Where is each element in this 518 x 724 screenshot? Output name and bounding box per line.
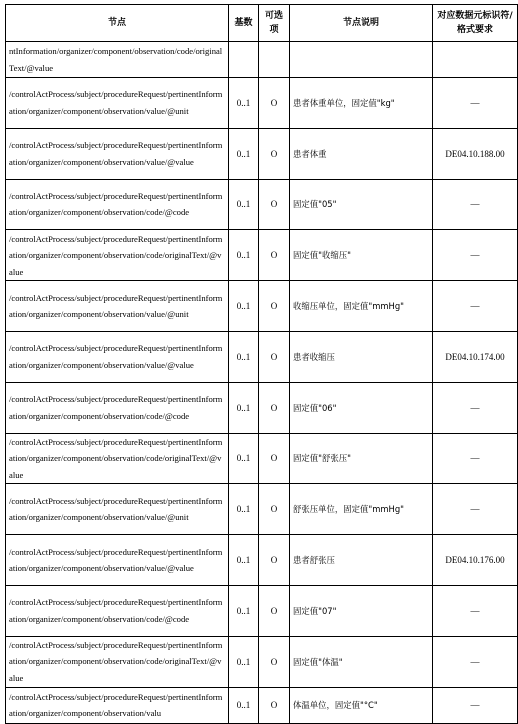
node-path: /controlActProcess/subject/procedureRequest/pertinentInformation/organizer/component/observation/value/@value [6,128,229,179]
description-cell: 患者舒张压 [290,535,433,586]
optional-cell: O [259,484,290,535]
element-cell [433,42,518,78]
element-cell: — [433,230,518,281]
cardinality-cell: 0..1 [229,230,259,281]
description-cell: 患者收缩压 [290,331,433,382]
node-path: /controlActProcess/subject/procedureRequest/pertinentInformation/organizer/component/observation/code/originalText/@value [6,230,229,281]
optional-cell: O [259,535,290,586]
node-path: /controlActProcess/subject/procedureRequest/pertinentInformation/organizer/component/observation/code/@code [6,585,229,636]
element-cell: — [433,179,518,230]
spec-table [5,4,518,724]
description-cell: 固定值"06" [290,382,433,433]
description-cell: 舒张压单位，固定值"mmHg" [290,484,433,535]
element-cell: — [433,484,518,535]
table-row [6,484,518,535]
description-cell: 患者体重单位，固定值"kg" [290,78,433,129]
description-cell: 固定值"收缩压" [290,230,433,281]
node-path: /controlActProcess/subject/procedureRequest/pertinentInformation/organizer/component/observation/code/@code [6,179,229,230]
node-path: /controlActProcess/subject/procedureRequest/pertinentInformation/organizer/component/observation/code/originalText/@value [6,433,229,484]
node-path: ntInformation/organizer/component/observation/code/originalText/@value [6,42,229,78]
description-cell: 固定值"07" [290,585,433,636]
optional-cell: O [259,433,290,484]
table-row [6,281,518,332]
cardinality-cell: 0..1 [229,128,259,179]
cardinality-cell: 0..1 [229,433,259,484]
table-row [6,636,518,687]
table-row [6,128,518,179]
table-row [6,78,518,129]
element-cell: — [433,636,518,687]
cardinality-cell: 0..1 [229,382,259,433]
table-row [6,382,518,433]
node-path: /controlActProcess/subject/procedureRequest/pertinentInformation/organizer/component/observation/valu [6,687,229,723]
element-cell: — [433,433,518,484]
optional-cell: O [259,179,290,230]
element-cell: DE04.10.188.00 [433,128,518,179]
cardinality-cell: 0..1 [229,281,259,332]
header-cardinality: 基数 [229,5,259,42]
node-path: /controlActProcess/subject/procedureRequest/pertinentInformation/organizer/component/observation/value/@unit [6,484,229,535]
table-row [6,535,518,586]
optional-cell: O [259,128,290,179]
cardinality-cell: 0..1 [229,484,259,535]
optional-cell: O [259,230,290,281]
element-cell: — [433,382,518,433]
description-cell: 收缩压单位，固定值"mmHg" [290,281,433,332]
cardinality-cell: 0..1 [229,585,259,636]
optional-cell [259,42,290,78]
table-row [6,42,518,78]
header-node: 节点 [6,5,229,42]
description-cell [290,42,433,78]
description-cell: 固定值"体温" [290,636,433,687]
cardinality-cell: 0..1 [229,331,259,382]
optional-cell: O [259,585,290,636]
node-path: /controlActProcess/subject/procedureRequest/pertinentInformation/organizer/component/observation/value/@value [6,331,229,382]
table-row [6,331,518,382]
header-element: 对应数据元标识符/格式要求 [433,5,518,42]
optional-cell: O [259,281,290,332]
cardinality-cell: 0..1 [229,535,259,586]
node-path: /controlActProcess/subject/procedureRequest/pertinentInformation/organizer/component/observation/value/@value [6,535,229,586]
cardinality-cell: 0..1 [229,636,259,687]
table-row [6,230,518,281]
table-row [6,687,518,723]
optional-cell: O [259,331,290,382]
header-optional: 可选项 [259,5,290,42]
node-path: /controlActProcess/subject/procedureRequest/pertinentInformation/organizer/component/observation/value/@unit [6,281,229,332]
optional-cell: O [259,636,290,687]
element-cell: DE04.10.174.00 [433,331,518,382]
element-cell: DE04.10.176.00 [433,535,518,586]
optional-cell: O [259,78,290,129]
cardinality-cell: 0..1 [229,78,259,129]
cardinality-cell: 0..1 [229,687,259,723]
description-cell: 体温单位，固定值"°C" [290,687,433,723]
element-cell: — [433,78,518,129]
element-cell: — [433,281,518,332]
optional-cell: O [259,382,290,433]
cardinality-cell [229,42,259,78]
element-cell: — [433,585,518,636]
table-row [6,433,518,484]
table-row [6,585,518,636]
table-row [6,179,518,230]
description-cell: 固定值"舒张压" [290,433,433,484]
optional-cell: O [259,687,290,723]
cardinality-cell: 0..1 [229,179,259,230]
node-path: /controlActProcess/subject/procedureRequest/pertinentInformation/organizer/component/observation/value/@unit [6,78,229,129]
description-cell: 患者体重 [290,128,433,179]
node-path: /controlActProcess/subject/procedureRequest/pertinentInformation/organizer/component/observation/code/@code [6,382,229,433]
table-header-row [6,5,518,42]
element-cell: — [433,687,518,723]
node-path: /controlActProcess/subject/procedureRequest/pertinentInformation/organizer/component/observation/code/originalText/@value [6,636,229,687]
description-cell: 固定值"05" [290,179,433,230]
header-description: 节点说明 [290,5,433,42]
